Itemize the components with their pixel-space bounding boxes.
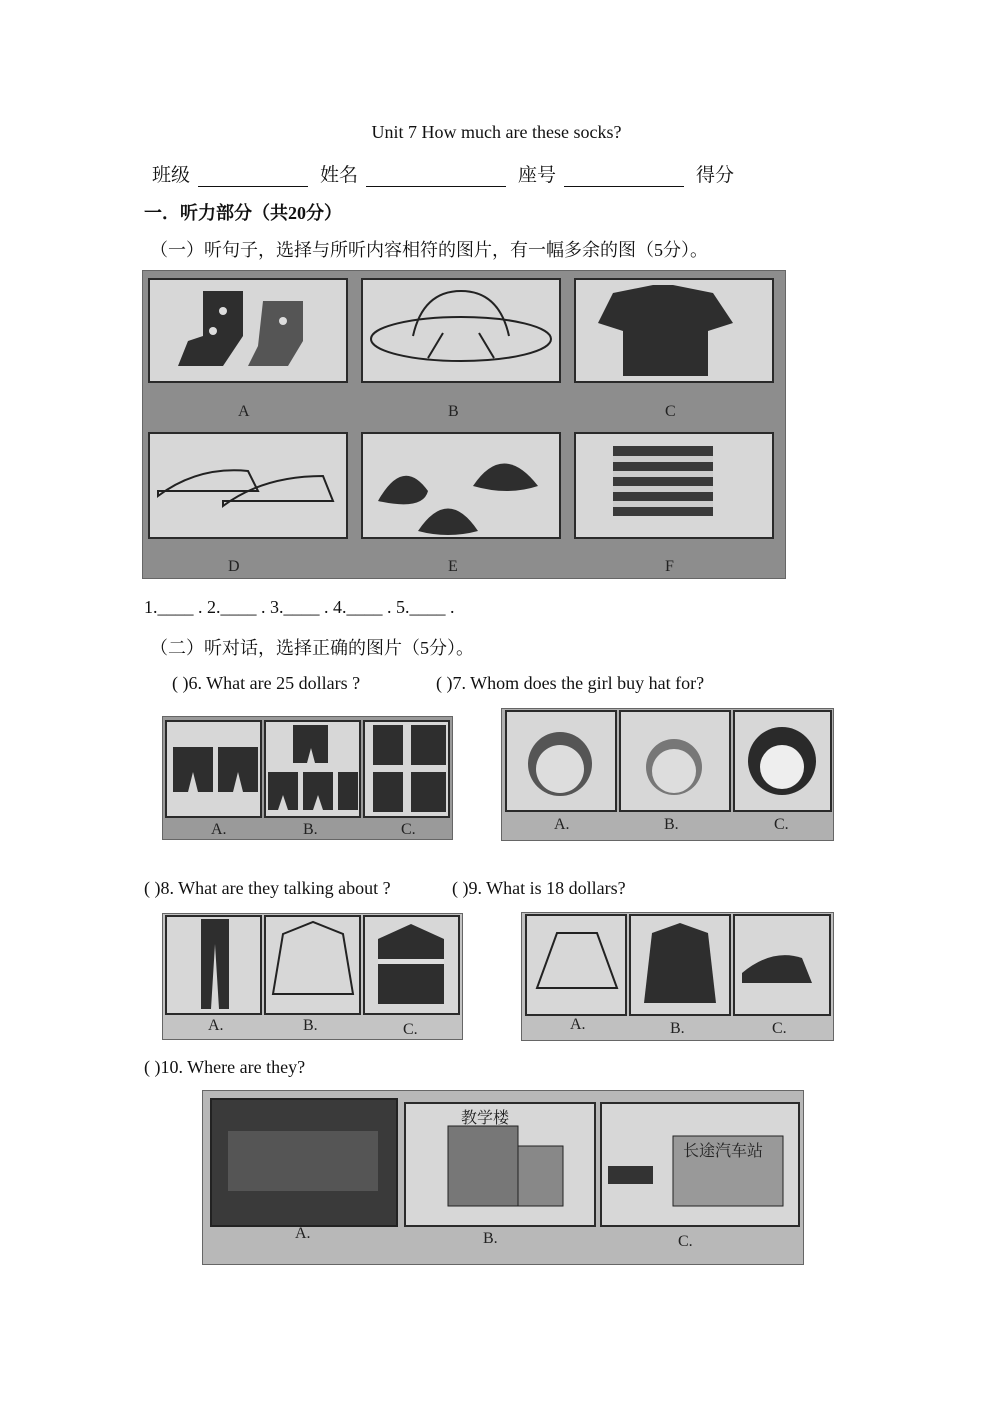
section-heading: 一．听力部分（共20分） [144,203,342,223]
option-letter-c: C [665,403,676,420]
name-blank[interactable] [366,168,506,187]
part1-instruction: （一）听句子，选择与所听内容相符的图片，有一幅多余的图（5分）。 [150,240,708,260]
seat-label: 座号 [518,165,557,186]
part2-instruction: （二）听对话，选择正确的图片（5分）。 [150,638,474,658]
q6-option-a: A. [211,821,227,838]
option-letter-f: F [665,558,674,575]
panel-a [149,279,347,382]
question-6: ( )6. What are 25 dollars ? [172,673,361,693]
q8-option-a: A. [208,1017,224,1034]
q10-picture [202,1090,804,1265]
q10-option-c: C. [678,1233,693,1250]
seat-blank[interactable] [564,168,684,187]
class-label: 班级 [152,165,191,186]
q9-option-c: C. [772,1020,787,1037]
q7-picture [501,708,834,841]
option-letter-e: E [448,558,458,575]
q8-option-c: C. [403,1021,418,1038]
q6-option-b: B. [303,821,318,838]
q8-picture [162,913,463,1040]
question-9: ( )9. What is 18 dollars? [452,878,626,898]
option-letter-b: B [448,403,459,420]
class-blank[interactable] [198,168,308,187]
question-7: ( )7. Whom does the girl buy hat for? [436,673,705,693]
sign-label-b: 教学楼 [461,1110,510,1127]
option-letter-d: D [228,558,240,575]
student-info-row [152,160,742,187]
q6-option-c: C. [401,821,416,838]
part1-answer-line[interactable]: 1.____ . 2.____ . 3.____ . 4.____ . 5.____ . [144,597,455,617]
name-label: 姓名 [320,165,359,186]
sign-label-c: 长途汽车站 [683,1143,764,1160]
q10-option-b: B. [483,1230,498,1247]
part1-picture-grid [142,270,786,579]
q10-option-a: A. [295,1225,311,1242]
option-letter-a: A [238,403,250,420]
question-8: ( )8. What are they talking about ? [144,878,391,898]
score-label: 得分 [696,165,735,186]
q7-option-a: A. [554,816,570,833]
q8-option-b: B. [303,1017,318,1034]
q7-option-b: B. [664,816,679,833]
q6-picture [162,716,453,840]
question-10: ( )10. Where are they? [144,1057,306,1077]
jacket-icon [644,923,716,1003]
school-building-icon [448,1126,518,1206]
q9-option-a: A. [570,1016,586,1033]
panel-d [149,433,347,538]
q9-option-b: B. [670,1020,685,1037]
page-title: Unit 7 How much are these socks? [371,122,622,142]
panel-b [362,279,560,382]
q7-option-c: C. [774,816,789,833]
q9-picture [521,912,834,1041]
